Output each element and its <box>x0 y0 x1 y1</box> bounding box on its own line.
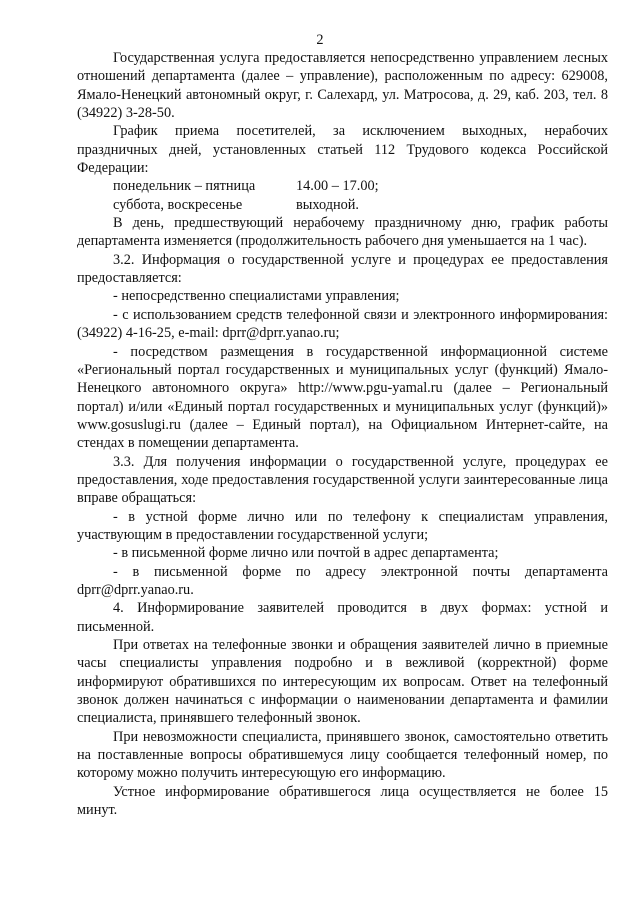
paragraph-4: 4. Информирование заявителей проводится в двух формах: устной и письменной. <box>77 600 608 635</box>
list-item: - в устной форме лично или по телефону к специалистам управления, участвующим в предоставлении государственной услуги; <box>77 508 608 543</box>
schedule-days: понедельник – пятница <box>113 178 256 195</box>
paragraph-specialist-unable: При невозможности специалиста, принявшего звонок, самостоятельно ответить на поставленные вопросы обратившемуся лицу сообщается телефонный номер, по которому можно получить интересующую его информацию. <box>77 728 608 782</box>
list-item: - в письменной форме лично или почтой в адрес департамента; <box>113 545 499 562</box>
list-item: - в письменной форме по адресу электронной почты департамента dprr@dprr.yanao.ru. <box>77 563 608 598</box>
list-item: - посредством размещения в государственной информационной системе «Региональный портал государственных и муниципальных услуг (функций) Ямало-Ненецкого автономного округа» http://www.pgu-yamal.ru (далее – Региональный портал) и/или «Единый портал государственных и муниципальных услуг (функций)» www.gosuslugi.ru (далее – Единый портал), на Официальном Интернет-сайте, на стендах в помещении департамента. <box>77 343 608 452</box>
paragraph-reception-schedule: График приема посетителей, за исключением выходных, нерабочих праздничных дней, установленных статьей 112 Трудового кодекса Российской Федерации: <box>77 123 608 177</box>
list-item: - с использованием средств телефонной связи и электронного информирования: (34922) 4-16-25, e-mail: dprr@dprr.yanao.ru; <box>77 306 608 342</box>
schedule-row-weekdays <box>77 177 608 195</box>
page-number: 2 <box>316 32 324 48</box>
document-body <box>77 49 608 819</box>
schedule-days: суббота, воскресенье <box>113 196 243 213</box>
paragraph-oral-duration: Устное информирование обратившегося лица осуществляется не более 15 минут. <box>77 783 608 819</box>
schedule-time: 14.00 – 17.00; <box>296 178 379 195</box>
schedule-time: выходной. <box>296 196 359 213</box>
paragraph-phone-calls: При ответах на телефонные звонки и обращения заявителей лично в приемные часы специалисты управления подробно и в вежливой (корректной) форме информируют обратившихся по интересующим их вопросам. Ответ на телефонный звонок должен начинаться с информации о наименовании департамента и фамилии специалиста, принявшего телефонный звонок. <box>77 637 608 727</box>
paragraph-3-3: 3.3. Для получения информации о государственной услуге, процедурах ее предоставления, ходе предоставления государственной услуги заинтересованные лица вправе обращаться: <box>77 453 608 507</box>
paragraph-service-address: Государственная услуга предоставляется непосредственно управлением лесных отношений департамента (далее – управление), расположенным по адресу: 629008, Ямало-Ненецкий автономный округ, г. Салехард, ул. Матросова, д. 29, каб. 203, тел. 8 (34922) 3-28-50. <box>77 50 608 122</box>
list-item: - непосредственно специалистами управления; <box>113 288 400 305</box>
paragraph-3-2: 3.2. Информация о государственной услуге и процедурах ее предоставления предоставляется: <box>77 251 608 287</box>
schedule-row-weekend <box>77 196 608 214</box>
paragraph-preholiday: В день, предшествующий нерабочему праздничному дню, график работы департамента изменяется (продолжительность рабочего дня уменьшается на 1 час). <box>77 215 608 250</box>
